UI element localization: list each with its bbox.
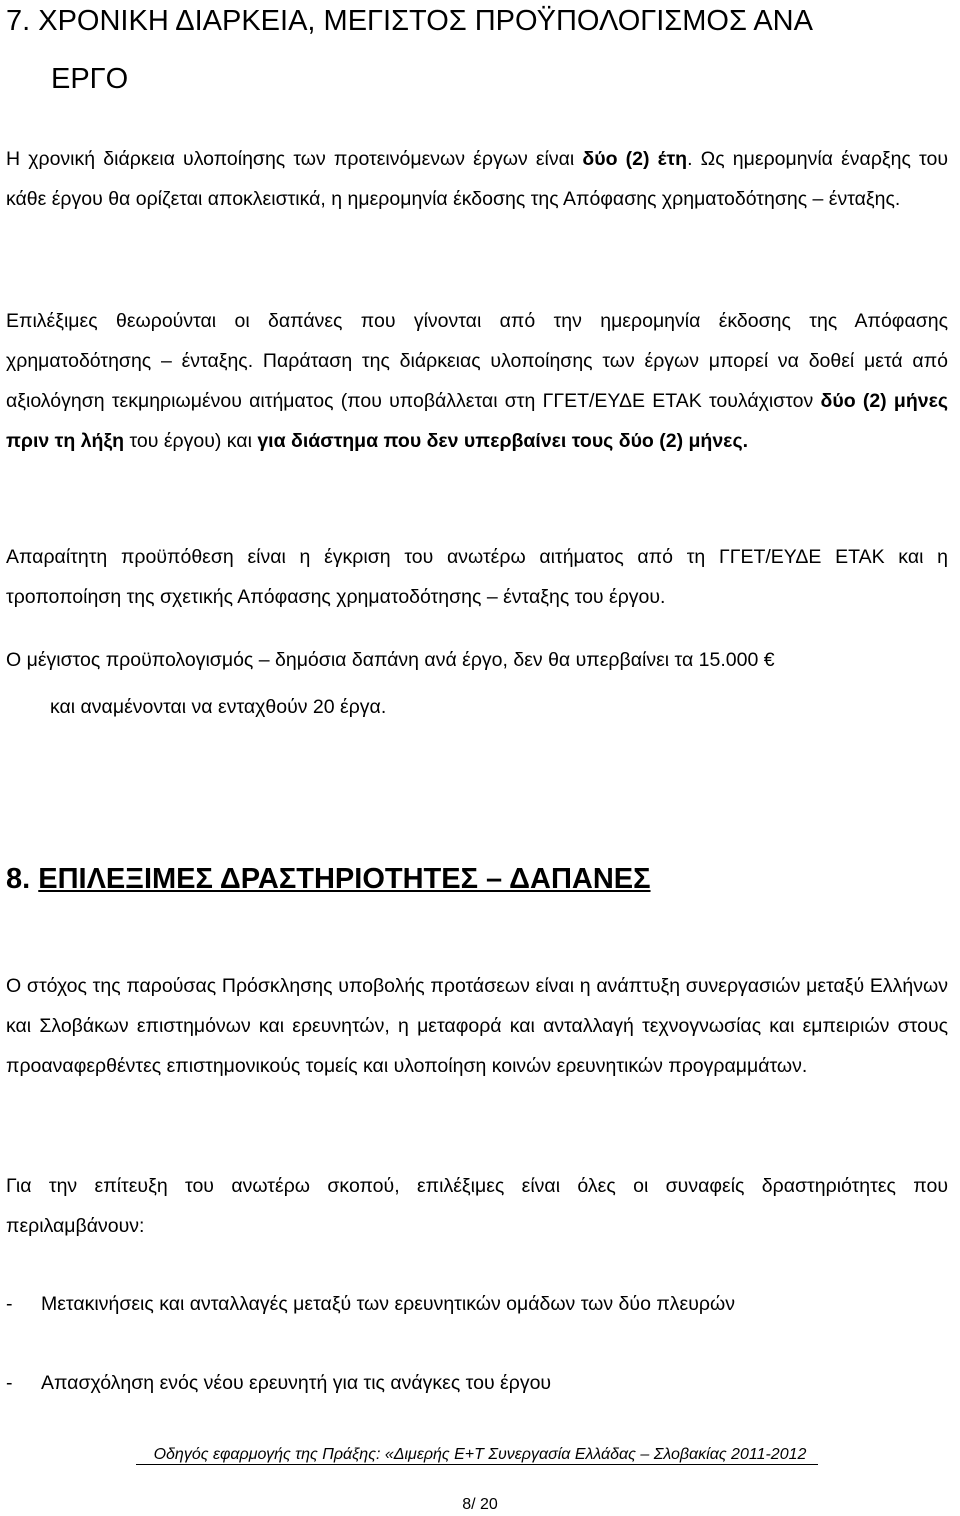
bullet-dash: - <box>6 1372 13 1394</box>
bullet-item <box>6 1284 948 1324</box>
eligibility-text-c: του έργου) και <box>124 430 258 452</box>
section-8-number: 8. <box>6 863 39 895</box>
page-footer <box>0 1446 960 1464</box>
section-8-title: ΕΠΙΛΕΞΙΜΕΣ ΔΡΑΣΤΗΡΙΟΤΗΤΕΣ – ΔΑΠΑΝΕΣ <box>38 863 651 895</box>
eligibility-bold-b: δύο (2) μήνες πριν τη λήξη <box>6 390 948 452</box>
footer-rule <box>136 1464 818 1465</box>
duration-text-c: . Ως ημερομηνία έναρξης του κάθε έργου θα ορίζεται αποκλειστικά, η ημερομηνία έκδοσης της Απόφασης χρηματοδότησης – ένταξης. <box>6 148 948 210</box>
section-8-heading <box>6 852 651 906</box>
budget-line1: Ο μέγιστος προϋπολογισμός – δημόσια δαπάνη ανά έργο, δεν θα υπερβαίνει τα 15.000 € <box>6 649 775 671</box>
eligibility-text-a: Επιλέξιμες θεωρούνται οι δαπάνες που γίνονται από την ημερομηνία έκδοσης της Απόφασης χρηματοδότησης – ένταξης. Παράταση της διάρκειας υλοποίησης των έργων μπορεί να δοθεί μετά από αξιολόγηση τεκμηριωμένου αιτήματος (που υποβάλλεται στη ΓΓΕΤ/ΕΥΔΕ ΕΤΑΚ τουλάχιστον <box>6 310 948 412</box>
page-number: 8/ 20 <box>462 1496 498 1513</box>
duration-bold: δύο (2) έτη <box>582 148 688 170</box>
duration-text-a: Η χρονική διάρκεια υλοποίησης των προτεινόμενων έργων είναι <box>6 148 583 170</box>
bullet-dash: - <box>6 1293 13 1315</box>
section-7-heading-line1: 7. ΧΡΟΝΙΚΗ ΔΙΑΡΚΕΙΑ, ΜΕΓΙΣΤΟΣ ΠΡΟΫΠΟΛΟΓΙΣΜΟΣ ΑΝΑ <box>6 5 813 37</box>
bullet-item <box>6 1363 948 1403</box>
footer-text: Οδηγός εφαρμογής της Πράξης: «Διμερής Ε+Τ Συνεργασία Ελλάδας – Σλοβακίας 2011-2012 <box>153 1446 807 1463</box>
eligibility-paragraph <box>6 301 948 461</box>
duration-paragraph <box>6 139 948 219</box>
budget-paragraph <box>6 640 948 727</box>
section-7-heading <box>6 0 956 108</box>
budget-line2: και αναμένονται να ενταχθούν 20 έργα. <box>50 696 387 718</box>
bullet-text: Απασχόληση ενός νέου ερευνητή για τις ανάγκες του έργου <box>41 1372 552 1394</box>
objective-paragraph: Ο στόχος της παρούσας Πρόσκλησης υποβολής προτάσεων είναι η ανάπτυξη συνεργασιών μεταξύ Ελλήνων και Σλοβάκων επιστημόνων και ερευνητών, η μεταφορά και ανταλλαγή τεχνογνωσίας και εμπειριών στους προαναφερθέντες επιστημονικούς τομείς και υλοποίηση κοινών ερευνητικών προγραμμάτων. <box>6 975 948 1077</box>
activities-paragraph: Για την επίτευξη του ανωτέρω σκοπού, επιλέξιμες είναι όλες οι συναφείς δραστηριότητες που περιλαμβάνουν: <box>6 1175 948 1237</box>
section-7-heading-line2: ΕΡΓΟ <box>51 63 129 95</box>
eligibility-bold-d: για διάστημα που δεν υπερβαίνει τους δύο (2) μήνες. <box>257 430 748 452</box>
prerequisite-paragraph: Απαραίτητη προϋπόθεση είναι η έγκριση του ανωτέρω αιτήματος από τη ΓΓΕΤ/ΕΥΔΕ ΕΤΑΚ και η τροποποίηση της σχετικής Απόφασης χρηματοδότησης – ένταξης του έργου. <box>6 546 948 608</box>
bullet-text: Μετακινήσεις και ανταλλαγές μεταξύ των ερευνητικών ομάδων των δύο πλευρών <box>41 1293 735 1315</box>
